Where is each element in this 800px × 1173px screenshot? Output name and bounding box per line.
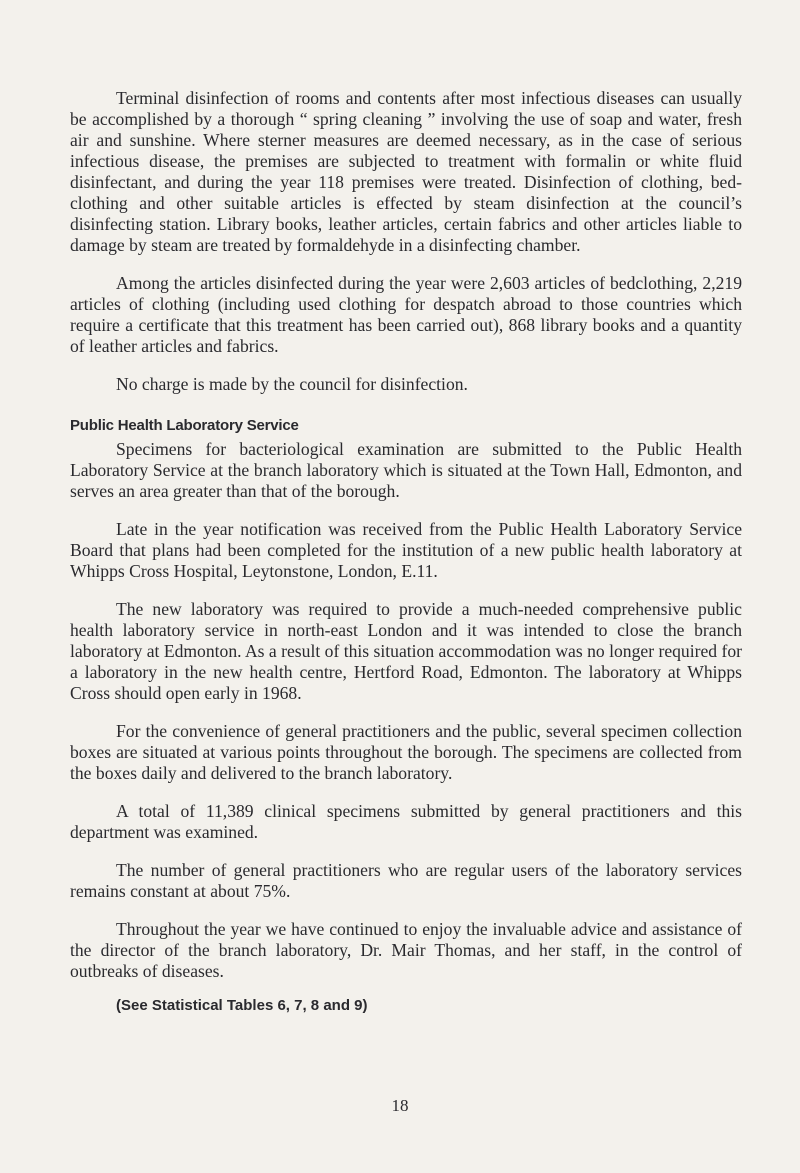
paragraph-new-laboratory: The new laboratory was required to provide a much-needed comprehensive public health laboratory service in north-east London and it was intended to close the branch laboratory at Edmonton. As a result of this situation accommodation was no longer required for a laboratory in the new health centre, Hertford Road, Edmonton. The laboratory at Whipps Cross should open early in 1968. bbox=[70, 599, 742, 703]
paragraph-notification: Late in the year notification was received from the Public Health Laboratory Service Board that plans had been completed for the institution of a new public health laboratory at Whipps Cross Hospital, Leytonstone, London, E.11. bbox=[70, 519, 742, 581]
paragraph-articles-disinfected: Among the articles disinfected during the year were 2,603 articles of bedclothing, 2,219 articles of clothing (including used clothing for despatch abroad to those countries which require a certificate that this treatment has been carried out), 868 library books and a quantity of leather articles and fabrics. bbox=[70, 273, 742, 356]
text-column bbox=[70, 88, 742, 1033]
paragraph-specimens: Specimens for bacteriological examination are submitted to the Public Health Laboratory Service at the branch laboratory which is situated at the Town Hall, Edmonton, and serves an area greater than that of the borough. bbox=[70, 439, 742, 501]
paragraph-terminal-disinfection: Terminal disinfection of rooms and contents after most infectious diseases can usually be accomplished by a thorough “ spring cleaning ” involving the use of soap and water, fresh air and sunshine. Where sterner measures are deemed necessary, as in the case of serious infectious disease, the premises are subjected to treatment with formalin or white fluid disinfectant, and during the year 118 premises were treated. Disinfection of clothing, bed-clothing and other suitable articles is effected by steam disinfection at the council’s disinfecting station. Library books, leather articles, certain fabrics and other articles liable to damage by steam are treated by formaldehyde in a disinfecting chamber. bbox=[70, 88, 742, 255]
paragraph-collection-boxes: For the convenience of general practitioners and the public, several specimen collection boxes are situated at various points throughout the borough. The specimens are collected from the boxes daily and delivered to the branch laboratory. bbox=[70, 721, 742, 783]
paragraph-practitioners: The number of general practitioners who are regular users of the laboratory services remains constant at about 75%. bbox=[70, 860, 742, 901]
section-heading: Public Health Laboratory Service bbox=[70, 417, 299, 434]
statistical-tables-reference: (See Statistical Tables 6, 7, 8 and 9) bbox=[116, 997, 368, 1014]
paragraph-no-charge: No charge is made by the council for disinfection. bbox=[116, 374, 468, 394]
paragraph-specimens-total: A total of 11,389 clinical specimens submitted by general practitioners and this department was examined. bbox=[70, 801, 742, 842]
paragraph-advice: Throughout the year we have continued to enjoy the invaluable advice and assistance of the director of the branch laboratory, Dr. Mair Thomas, and her staff, in the control of outbreaks of diseases. bbox=[70, 919, 742, 981]
page-number: 18 bbox=[391, 1096, 409, 1115]
